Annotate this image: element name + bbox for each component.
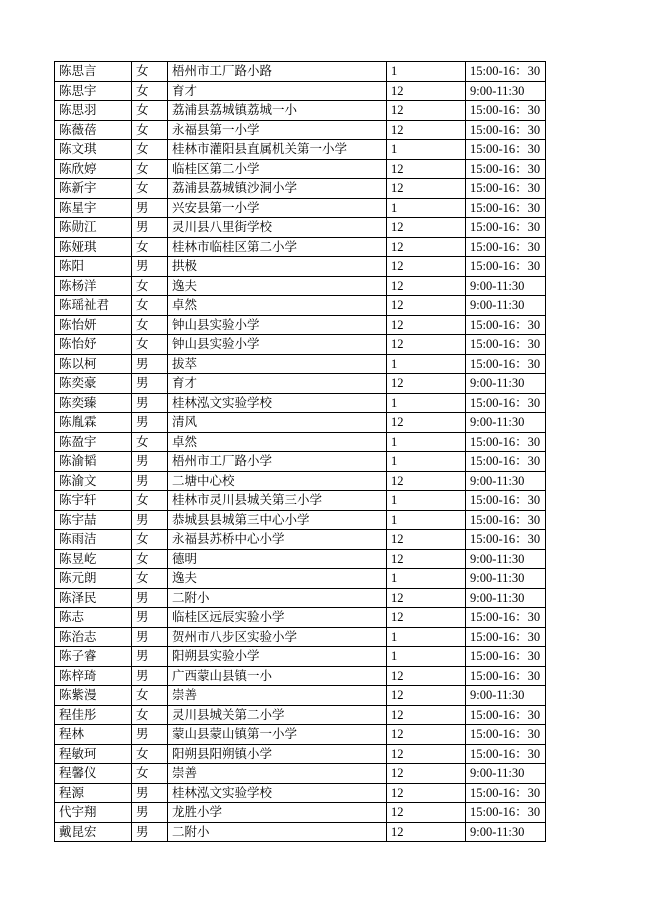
grade-cell: 1 [387,452,466,472]
school-cell: 龙胜小学 [168,803,387,823]
time-cell: 15:00-16：30 [466,237,546,257]
school-cell: 钟山县实验小学 [168,335,387,355]
name-cell: 程佳彤 [55,705,132,725]
school-cell: 贺州市八步区实验小学 [168,627,387,647]
time-cell: 9:00-11:30 [466,588,546,608]
time-cell: 15:00-16：30 [466,179,546,199]
school-cell: 二附小 [168,822,387,842]
gender-cell: 男 [132,452,168,472]
school-cell: 广西蒙山县镇一小 [168,666,387,686]
time-cell: 9:00-11:30 [466,81,546,101]
school-cell: 逸夫 [168,569,387,589]
gender-cell: 女 [132,335,168,355]
name-cell: 陈杨洋 [55,276,132,296]
grade-cell: 12 [387,705,466,725]
name-cell: 陈奕臻 [55,393,132,413]
gender-cell: 男 [132,510,168,530]
time-cell: 9:00-11:30 [466,374,546,394]
school-cell: 灵川县城关第二小学 [168,705,387,725]
time-cell: 9:00-11:30 [466,471,546,491]
table-row [55,588,546,608]
table-row [55,783,546,803]
school-cell: 桂林市灵川县城关第三小学 [168,491,387,511]
name-cell: 陈娅琪 [55,237,132,257]
table-row [55,159,546,179]
table-row [55,276,546,296]
grade-cell: 12 [387,374,466,394]
grade-cell: 12 [387,218,466,238]
gender-cell: 男 [132,374,168,394]
school-cell: 清风 [168,413,387,433]
table-row [55,744,546,764]
gender-cell: 女 [132,276,168,296]
table-row [55,296,546,316]
gender-cell: 女 [132,120,168,140]
name-cell: 陈勋江 [55,218,132,238]
gender-cell: 男 [132,822,168,842]
table-row [55,179,546,199]
time-cell: 9:00-11:30 [466,413,546,433]
name-cell: 陈星宇 [55,198,132,218]
gender-cell: 女 [132,569,168,589]
name-cell: 陈思羽 [55,101,132,121]
school-cell: 二塘中心校 [168,471,387,491]
name-cell: 陈奕豪 [55,374,132,394]
time-cell: 9:00-11:30 [466,296,546,316]
time-cell: 15:00-16：30 [466,393,546,413]
table-row [55,764,546,784]
grade-cell: 1 [387,491,466,511]
table-row [55,374,546,394]
school-cell: 永福县第一小学 [168,120,387,140]
name-cell: 陈宇轩 [55,491,132,511]
grade-cell: 1 [387,354,466,374]
school-cell: 拱极 [168,257,387,277]
table-row [55,198,546,218]
name-cell: 陈怡妍 [55,315,132,335]
name-cell: 陈瑶祉君 [55,296,132,316]
gender-cell: 女 [132,81,168,101]
table-row [55,549,546,569]
school-cell: 桂林泓文实验学校 [168,393,387,413]
table-row [55,81,546,101]
name-cell: 陈胤霖 [55,413,132,433]
grade-cell: 12 [387,725,466,745]
time-cell: 15:00-16：30 [466,627,546,647]
school-cell: 梧州市工厂路小路 [168,62,387,82]
time-cell: 15:00-16：30 [466,452,546,472]
gender-cell: 女 [132,140,168,160]
grade-cell: 1 [387,393,466,413]
time-cell: 15:00-16：30 [466,335,546,355]
school-cell: 临桂区第二小学 [168,159,387,179]
name-cell: 陈新宇 [55,179,132,199]
time-cell: 15:00-16：30 [466,257,546,277]
name-cell: 陈渝文 [55,471,132,491]
grade-cell: 1 [387,432,466,452]
table-row [55,120,546,140]
time-cell: 15:00-16：30 [466,432,546,452]
name-cell: 陈治志 [55,627,132,647]
time-cell: 15:00-16：30 [466,647,546,667]
school-cell: 灵川县八里街学校 [168,218,387,238]
school-cell: 钟山县实验小学 [168,315,387,335]
grade-cell: 12 [387,744,466,764]
gender-cell: 女 [132,744,168,764]
grade-cell: 1 [387,569,466,589]
school-cell: 育才 [168,374,387,394]
table-body [55,62,546,842]
gender-cell: 男 [132,218,168,238]
name-cell: 程敏珂 [55,744,132,764]
time-cell: 9:00-11:30 [466,822,546,842]
gender-cell: 女 [132,491,168,511]
gender-cell: 男 [132,413,168,433]
school-cell: 二附小 [168,588,387,608]
name-cell: 陈文琪 [55,140,132,160]
gender-cell: 女 [132,237,168,257]
name-cell: 陈思言 [55,62,132,82]
table-row [55,452,546,472]
time-cell: 9:00-11:30 [466,764,546,784]
time-cell: 15:00-16：30 [466,315,546,335]
name-cell: 程源 [55,783,132,803]
table-row [55,666,546,686]
grade-cell: 12 [387,179,466,199]
school-cell: 永福县苏桥中心小学 [168,530,387,550]
grade-cell: 12 [387,101,466,121]
gender-cell: 男 [132,666,168,686]
grade-cell: 12 [387,803,466,823]
grade-cell: 12 [387,237,466,257]
grade-cell: 1 [387,198,466,218]
table-row [55,803,546,823]
school-cell: 阳朔县阳朔镇小学 [168,744,387,764]
time-cell: 15:00-16：30 [466,744,546,764]
gender-cell: 女 [132,764,168,784]
name-cell: 陈思宇 [55,81,132,101]
time-cell: 15:00-16：30 [466,159,546,179]
school-cell: 荔浦县荔城镇荔城一小 [168,101,387,121]
grade-cell: 12 [387,120,466,140]
time-cell: 15:00-16：30 [466,354,546,374]
name-cell: 陈渝韬 [55,452,132,472]
registration-table [54,61,546,842]
name-cell: 陈紫漫 [55,686,132,706]
table-row [55,315,546,335]
gender-cell: 男 [132,471,168,491]
grade-cell: 12 [387,159,466,179]
name-cell: 陈以柯 [55,354,132,374]
gender-cell: 女 [132,179,168,199]
gender-cell: 男 [132,627,168,647]
gender-cell: 男 [132,257,168,277]
table-row [55,471,546,491]
table-row [55,354,546,374]
gender-cell: 女 [132,549,168,569]
grade-cell: 12 [387,783,466,803]
school-cell: 卓然 [168,432,387,452]
name-cell: 陈宇喆 [55,510,132,530]
table-row [55,335,546,355]
name-cell: 戴昆宏 [55,822,132,842]
grade-cell: 1 [387,510,466,530]
school-cell: 桂林市灌阳县直属机关第一小学 [168,140,387,160]
time-cell: 9:00-11:30 [466,686,546,706]
table-row [55,237,546,257]
grade-cell: 12 [387,315,466,335]
school-cell: 卓然 [168,296,387,316]
school-cell: 临桂区远辰实验小学 [168,608,387,628]
grade-cell: 12 [387,81,466,101]
name-cell: 陈泽民 [55,588,132,608]
school-cell: 崇善 [168,686,387,706]
grade-cell: 12 [387,608,466,628]
grade-cell: 1 [387,627,466,647]
time-cell: 15:00-16：30 [466,101,546,121]
grade-cell: 12 [387,257,466,277]
grade-cell: 12 [387,764,466,784]
name-cell: 陈昱屹 [55,549,132,569]
school-cell: 育才 [168,81,387,101]
name-cell: 程林 [55,725,132,745]
grade-cell: 1 [387,62,466,82]
time-cell: 15:00-16：30 [466,510,546,530]
grade-cell: 12 [387,471,466,491]
time-cell: 15:00-16：30 [466,491,546,511]
school-cell: 阳朔县实验小学 [168,647,387,667]
table-row [55,393,546,413]
table-row [55,257,546,277]
time-cell: 15:00-16：30 [466,783,546,803]
table-row [55,608,546,628]
time-cell: 15:00-16：30 [466,705,546,725]
school-cell: 桂林泓文实验学校 [168,783,387,803]
grade-cell: 12 [387,335,466,355]
gender-cell: 男 [132,198,168,218]
name-cell: 陈阳 [55,257,132,277]
grade-cell: 12 [387,686,466,706]
name-cell: 陈盈宇 [55,432,132,452]
table-row [55,530,546,550]
gender-cell: 女 [132,62,168,82]
table-row [55,101,546,121]
time-cell: 15:00-16：30 [466,725,546,745]
gender-cell: 女 [132,315,168,335]
gender-cell: 女 [132,432,168,452]
grade-cell: 1 [387,140,466,160]
time-cell: 15:00-16：30 [466,803,546,823]
grade-cell: 12 [387,413,466,433]
school-cell: 逸夫 [168,276,387,296]
grade-cell: 12 [387,530,466,550]
school-cell: 拔萃 [168,354,387,374]
time-cell: 9:00-11:30 [466,276,546,296]
school-cell: 德明 [168,549,387,569]
time-cell: 9:00-11:30 [466,549,546,569]
gender-cell: 男 [132,783,168,803]
grade-cell: 12 [387,296,466,316]
table-row [55,218,546,238]
grade-cell: 12 [387,666,466,686]
school-cell: 桂林市临桂区第二小学 [168,237,387,257]
school-cell: 兴安县第一小学 [168,198,387,218]
time-cell: 15:00-16：30 [466,62,546,82]
time-cell: 15:00-16：30 [466,198,546,218]
gender-cell: 女 [132,296,168,316]
grade-cell: 12 [387,588,466,608]
table-row [55,647,546,667]
school-cell: 恭城县县城第三中心小学 [168,510,387,530]
gender-cell: 男 [132,725,168,745]
gender-cell: 男 [132,588,168,608]
name-cell: 程馨仪 [55,764,132,784]
gender-cell: 女 [132,159,168,179]
name-cell: 陈梓琦 [55,666,132,686]
name-cell: 陈薇蓓 [55,120,132,140]
name-cell: 陈欣婷 [55,159,132,179]
school-cell: 荔浦县荔城镇沙洞小学 [168,179,387,199]
table-row [55,725,546,745]
gender-cell: 女 [132,686,168,706]
table-row [55,569,546,589]
gender-cell: 女 [132,530,168,550]
grade-cell: 12 [387,549,466,569]
grade-cell: 12 [387,822,466,842]
table-row [55,822,546,842]
school-cell: 梧州市工厂路小学 [168,452,387,472]
school-cell: 蒙山县蒙山镇第一小学 [168,725,387,745]
gender-cell: 男 [132,393,168,413]
name-cell: 陈雨洁 [55,530,132,550]
name-cell: 陈元朗 [55,569,132,589]
gender-cell: 男 [132,608,168,628]
grade-cell: 1 [387,647,466,667]
table-row [55,62,546,82]
table-row [55,491,546,511]
table-row [55,705,546,725]
gender-cell: 女 [132,705,168,725]
time-cell: 15:00-16：30 [466,666,546,686]
table-row [55,140,546,160]
grade-cell: 12 [387,276,466,296]
time-cell: 15:00-16：30 [466,530,546,550]
gender-cell: 男 [132,354,168,374]
name-cell: 陈志 [55,608,132,628]
time-cell: 15:00-16：30 [466,608,546,628]
time-cell: 15:00-16：30 [466,120,546,140]
school-cell: 崇善 [168,764,387,784]
table-row [55,510,546,530]
time-cell: 15:00-16：30 [466,140,546,160]
table-row [55,413,546,433]
table-row [55,686,546,706]
gender-cell: 男 [132,647,168,667]
time-cell: 15:00-16：30 [466,218,546,238]
table-row [55,627,546,647]
time-cell: 9:00-11:30 [466,569,546,589]
table-row [55,432,546,452]
name-cell: 代宇翔 [55,803,132,823]
name-cell: 陈怡妤 [55,335,132,355]
gender-cell: 男 [132,803,168,823]
name-cell: 陈子睿 [55,647,132,667]
gender-cell: 女 [132,101,168,121]
